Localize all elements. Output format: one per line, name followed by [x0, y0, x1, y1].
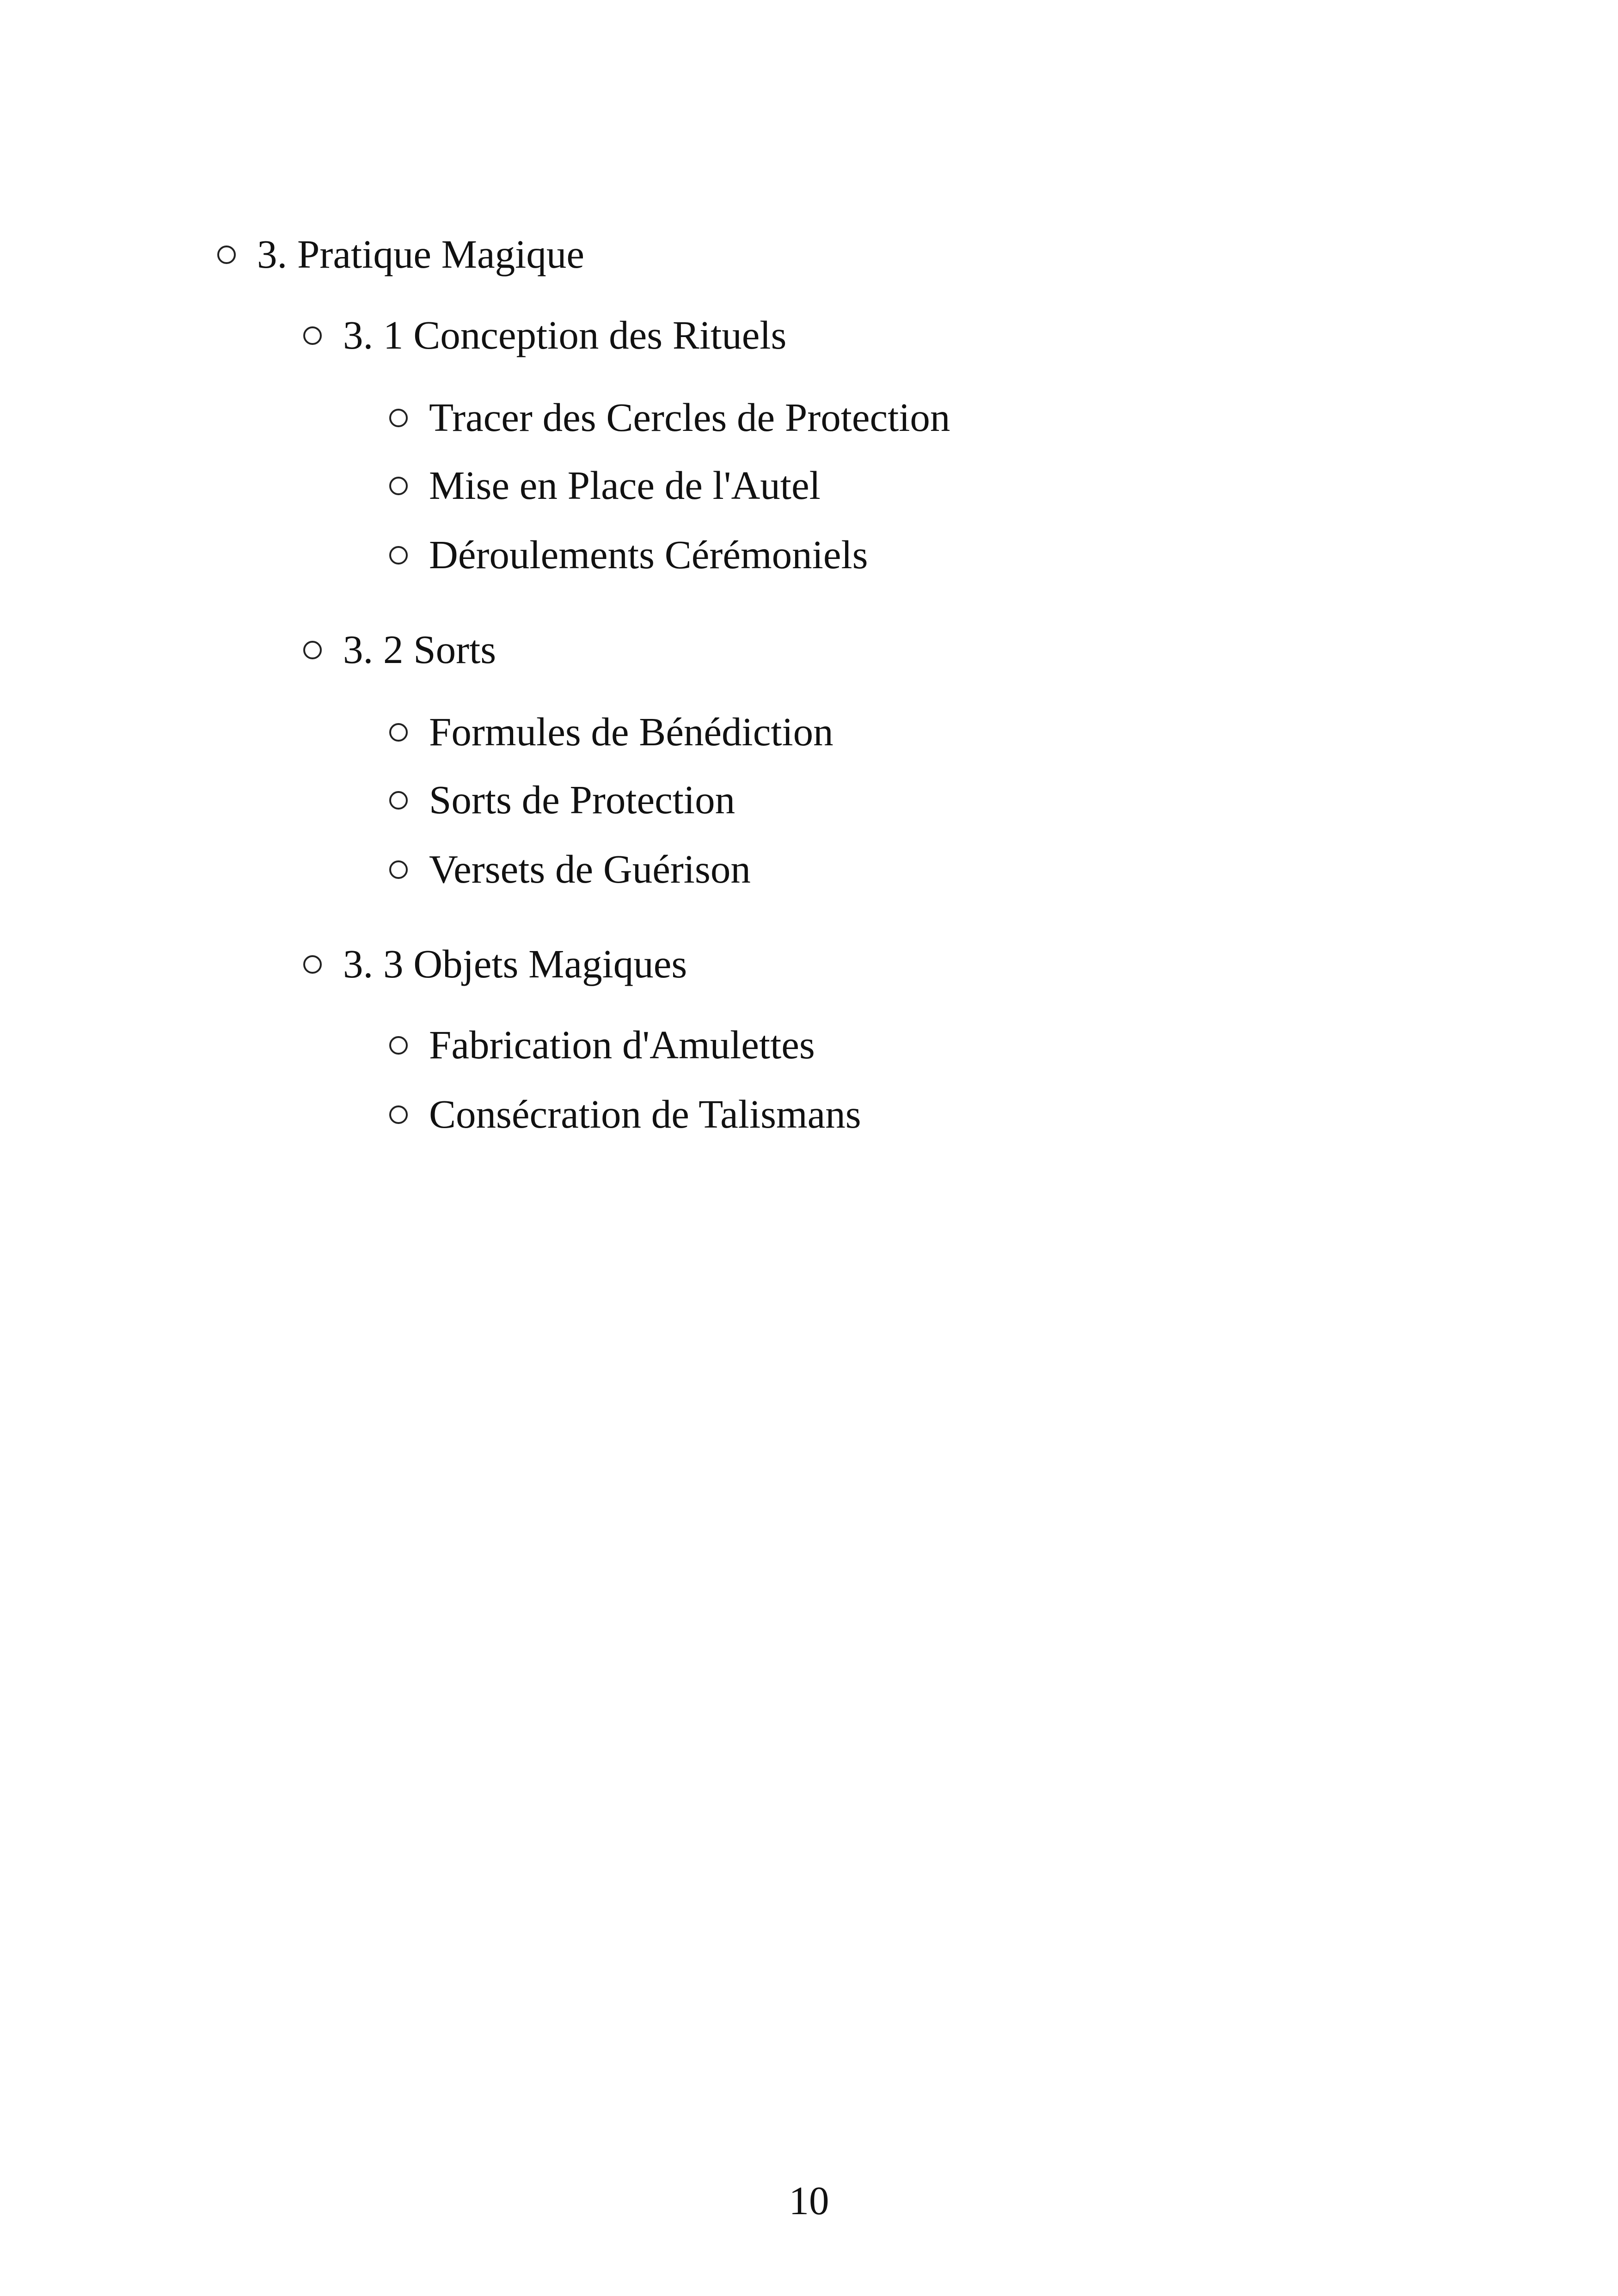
outline-item-label: Tracer des Cercles de Protection	[429, 395, 950, 440]
circle-bullet-icon	[389, 546, 408, 565]
outline-item-section	[217, 227, 584, 282]
outline-item-label: 3. 2 Sorts	[343, 627, 496, 672]
circle-bullet-icon	[303, 326, 322, 345]
outline-item	[389, 841, 751, 897]
outline-item	[389, 458, 821, 513]
outline-item-label: 3. 1 Conception des Rituels	[343, 313, 787, 357]
outline-item-label: Consécration de Talismans	[429, 1092, 861, 1136]
circle-bullet-icon	[389, 477, 408, 495]
page-number: 10	[789, 2178, 829, 2223]
circle-bullet-icon	[389, 1105, 408, 1124]
circle-bullet-icon	[389, 723, 408, 742]
outline-item	[389, 1017, 815, 1073]
outline-item-label: 3. Pratique Magique	[257, 232, 584, 276]
outline-item	[389, 390, 950, 445]
circle-bullet-icon	[389, 409, 408, 427]
circle-bullet-icon	[389, 860, 408, 879]
outline-item	[389, 772, 735, 828]
circle-bullet-icon	[217, 246, 236, 264]
circle-bullet-icon	[389, 1036, 408, 1055]
outline-item-label: Sorts de Protection	[429, 777, 735, 822]
outline-item-label: Versets de Guérison	[429, 847, 751, 891]
outline-item	[389, 1087, 861, 1142]
circle-bullet-icon	[389, 791, 408, 810]
outline-item-label: Formules de Bénédiction	[429, 709, 834, 754]
outline-item-label: Mise en Place de l'Autel	[429, 463, 821, 508]
outline-item-subsection	[303, 936, 687, 992]
outline-item	[389, 704, 834, 760]
outline-item-label: Fabrication d'Amulettes	[429, 1022, 815, 1067]
outline-item-label: 3. 3 Objets Magiques	[343, 941, 687, 986]
circle-bullet-icon	[303, 641, 322, 659]
outline-item-subsection	[303, 622, 496, 677]
outline-item-subsection	[303, 307, 786, 363]
outline-item	[389, 527, 868, 583]
outline-item-label: Déroulements Cérémoniels	[429, 532, 868, 577]
circle-bullet-icon	[303, 955, 322, 974]
